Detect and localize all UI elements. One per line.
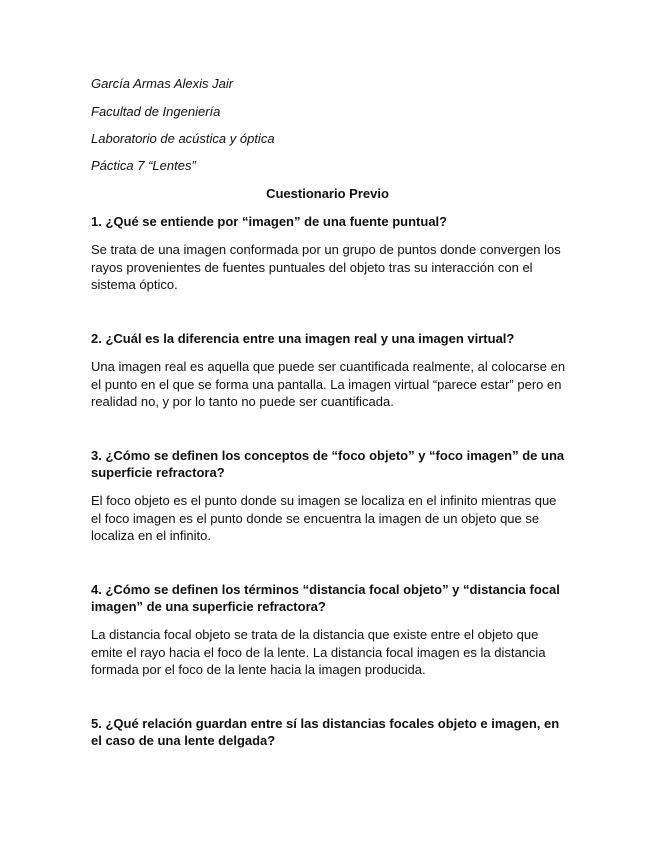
question-2: 2. ¿Cuál es la diferencia entre una imagen real y una imagen virtual? xyxy=(91,331,515,346)
answer-3: El foco objeto es el punto donde su imagen se localiza en el infinito mientras que el foco imagen es el punto donde se encuentra la imagen de un objeto que se localiza en el infinito. xyxy=(91,493,557,543)
answer-2: Una imagen real es aquella que puede ser cuantificada realmente, al colocarse en el punto en el que se forma una pantalla. La imagen virtual “parece estar” pero en realidad no, y por lo tanto no puede ser cuantificada. xyxy=(91,359,566,409)
answer-1: Se trata de una imagen conformada por un grupo de puntos donde convergen los rayos provenientes de fuentes puntuales del objeto tras su interacción con el sistema óptico. xyxy=(91,242,561,292)
question-4: 4. ¿Cómo se definen los términos “distancia focal objeto” y “distancia focal imagen” de una superficie refractora? xyxy=(91,582,560,614)
answer-4: La distancia focal objeto se trata de la distancia que existe entre el objeto que emite el rayo hacia el foco de la lente. La distancia focal imagen es la distancia formada por el foco de la lente hacia la imagen producida. xyxy=(91,627,546,677)
lab-name: Laboratorio de acústica y óptica xyxy=(91,131,275,146)
author-name: García Armas Alexis Jair xyxy=(91,76,234,91)
document-title: Cuestionario Previo xyxy=(266,186,389,201)
practice-name: Páctica 7 “Lentes” xyxy=(91,158,196,173)
question-1: 1. ¿Qué se entiende por “imagen” de una fuente puntual? xyxy=(91,214,448,229)
question-3: 3. ¿Cómo se definen los conceptos de “foco objeto” y “foco imagen” de una superficie refractora? xyxy=(91,448,565,480)
question-5: 5. ¿Qué relación guardan entre sí las distancias focales objeto e imagen, en el caso de una lente delgada? xyxy=(91,716,560,748)
faculty-name: Facultad de Ingeniería xyxy=(91,104,221,119)
